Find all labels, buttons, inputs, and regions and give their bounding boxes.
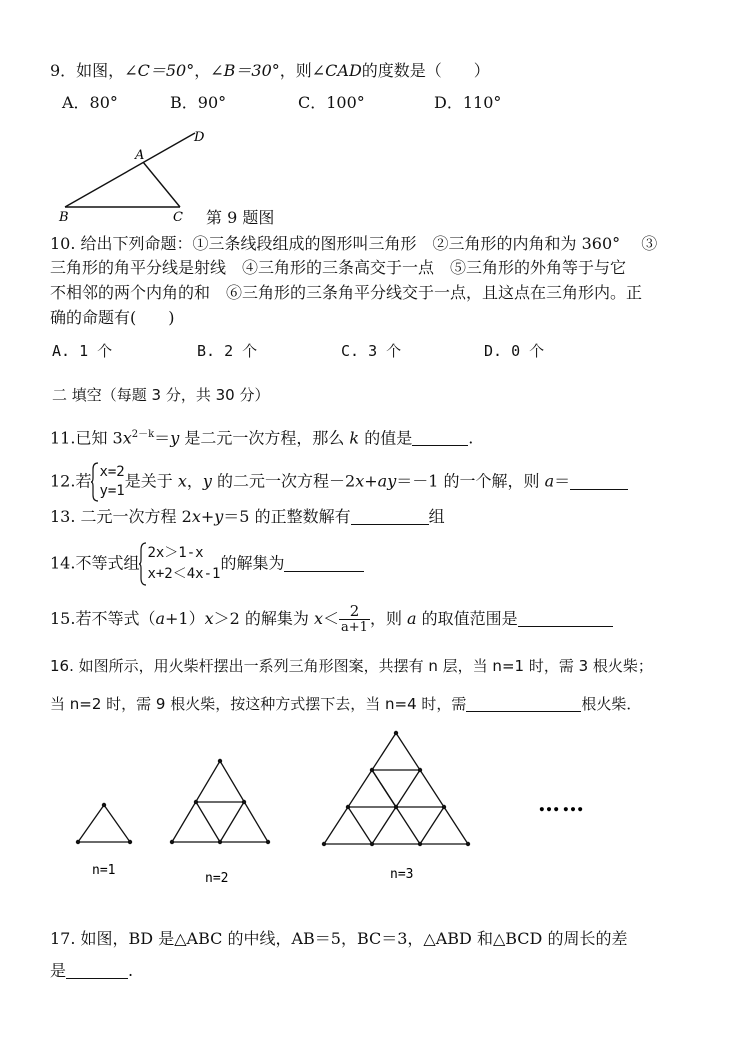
q13-mid: ＝5 的正整数解有 xyxy=(223,507,351,526)
q16-post: 根火柴． xyxy=(581,695,642,713)
q15-fraction xyxy=(339,604,370,635)
section-2-title: 二 填空（每题 3 分，共 30 分） xyxy=(52,386,270,404)
q15-lt: ＜ xyxy=(323,609,340,628)
q16-label-n1: n=1 xyxy=(92,863,116,878)
q9-text-b: ，则 xyxy=(279,61,312,80)
q16-continuation-dots: …… xyxy=(538,791,586,817)
q17-line-2 xyxy=(50,960,133,982)
q11-var-y: y xyxy=(170,428,180,448)
q16-label-n2: n=2 xyxy=(205,871,229,886)
q13-var-y: y xyxy=(214,507,224,526)
q17-end: . xyxy=(128,961,134,980)
q9-text-c: 的度数是（ ） xyxy=(361,61,490,80)
q15-var-x: x xyxy=(204,609,214,628)
q10-line-1: 10. 给出下列命题：①三条线段组成的图形叫三角形 ②三角形的内角和为 360° ③ xyxy=(50,234,658,253)
q11-var-x: x xyxy=(122,428,132,448)
q15-var-x2: x xyxy=(313,609,324,628)
q10-option-a: A. 1 个 xyxy=(52,342,113,360)
q12-system-row-2: y=1 xyxy=(99,483,125,499)
q9-label-b: B xyxy=(59,210,69,225)
q11-var-k: k xyxy=(349,428,360,448)
q9-side-ac xyxy=(143,162,180,207)
q9-label-c: C xyxy=(173,210,183,225)
triangle-n2 xyxy=(172,761,268,842)
q9-ray-bd xyxy=(65,133,195,207)
q9-option-a: A．80° xyxy=(62,93,118,112)
q13-pre: 13. 二元一次方程 2 xyxy=(50,507,192,526)
q15-var-a2: a xyxy=(407,609,417,628)
q12-comma: ， xyxy=(186,471,203,491)
q9-text-a: 9．如图， xyxy=(50,61,125,80)
q12-mid3: ＝－1 的一个解，则 xyxy=(396,471,545,491)
q16-label-n3: n=3 xyxy=(390,867,414,882)
q13-answer-blank[interactable] xyxy=(351,508,429,525)
q14-system-row-2: x+2＜4x-1 xyxy=(147,566,221,582)
q14 xyxy=(50,542,364,586)
q9-angle-b: ∠B＝30° xyxy=(210,61,280,80)
q9-angle-cad: ∠CAD xyxy=(311,61,362,80)
q12-system xyxy=(99,463,124,501)
q11-mid: 是二元一次方程，那么 xyxy=(179,428,350,448)
q14-brace xyxy=(139,542,147,586)
q12 xyxy=(50,462,628,502)
q12-pre: 12.若 xyxy=(50,471,92,491)
q9-option-b: B．90° xyxy=(170,93,227,112)
q11-end: . xyxy=(468,428,474,448)
triangle-n3 xyxy=(324,733,468,844)
q14-pre: 14.不等式组 xyxy=(50,553,140,573)
q12-var-ay: ay xyxy=(377,471,397,491)
q16-answer-blank[interactable] xyxy=(466,695,581,712)
q11-exponent: 2－k xyxy=(131,429,155,440)
q13-plus: + xyxy=(200,507,215,526)
q16-line-2-text: 当 n=2 时，需 9 根火柴，按这种方式摆下去，当 n=4 时，需 xyxy=(50,695,467,713)
q10-line-4: 确的命题有( ) xyxy=(50,308,175,327)
q15-denominator: a+1 xyxy=(341,620,368,635)
q11-eq: ＝ xyxy=(154,428,171,448)
q12-eq: ＝ xyxy=(554,471,571,491)
q13 xyxy=(50,506,445,528)
q14-system-row-1: 2x＞1-x xyxy=(147,545,204,561)
q9-label-d: D xyxy=(194,130,205,145)
q15-mid3: ，则 xyxy=(369,609,408,628)
q11-answer-blank[interactable] xyxy=(412,429,468,446)
q15-mid: +1） xyxy=(165,609,205,628)
q9-sep: ， xyxy=(194,61,211,80)
triangle-n3-joints xyxy=(322,731,470,846)
q9-label-a: A xyxy=(135,148,145,163)
q10-option-b: B. 2 个 xyxy=(197,342,258,360)
q12-mid2: 的二元一次方程－2 xyxy=(211,471,356,491)
q9-option-d: D．110° xyxy=(434,93,502,112)
q11-pre: 11.已知 3 xyxy=(50,428,123,448)
q12-mid: 是关于 xyxy=(124,471,178,491)
q12-brace xyxy=(91,462,99,502)
q12-var-x2: x xyxy=(355,471,365,491)
q11-post: 的值是 xyxy=(359,428,413,448)
q17-line-1: 17. 如图，BD 是△ABC 的中线，AB＝5，BC＝3，△ABD 和△BCD 的周长的差 xyxy=(50,929,628,948)
q9-option-c: C．100° xyxy=(298,93,365,112)
q15-answer-blank[interactable] xyxy=(518,610,613,627)
q9-angle-c: ∠C＝50° xyxy=(124,61,195,80)
q15-numerator: 2 xyxy=(339,604,370,620)
q17-pre: 是 xyxy=(50,961,67,980)
q9-stem xyxy=(50,60,490,82)
q14-answer-blank[interactable] xyxy=(284,555,364,572)
q9-figure xyxy=(55,125,215,225)
q15-pre: 15.若不等式（ xyxy=(50,609,156,628)
triangle-n1 xyxy=(78,805,130,842)
q13-post: 组 xyxy=(428,507,445,526)
q16-line-2 xyxy=(50,693,641,715)
q16-line-1: 16. 如图所示，用火柴杆摆出一系列三角形图案，共摆有 n 层，当 n=1 时，需 3 根火柴； xyxy=(50,657,653,675)
triangle-n1-joints xyxy=(76,803,132,844)
q13-var-x: x xyxy=(191,507,201,526)
q16-figure xyxy=(60,725,620,890)
q11 xyxy=(50,424,473,449)
q9-caption: 第 9 题图 xyxy=(206,208,275,227)
q12-var-a: a xyxy=(544,471,555,491)
q10-option-c: C. 3 个 xyxy=(341,342,402,360)
q10-line-2: 三角形的角平分线是射线 ④三角形的三条高交于一点 ⑤三角形的外角等于与它 xyxy=(50,258,627,277)
q14-post: 的解集为 xyxy=(220,553,285,573)
q12-var-x: x xyxy=(177,471,187,491)
q15-var-a: a xyxy=(155,609,165,628)
q15-post: 的取值范围是 xyxy=(416,609,518,628)
q12-system-row-1: x=2 xyxy=(99,464,125,480)
q12-var-y: y xyxy=(202,471,212,491)
q14-system xyxy=(147,543,220,585)
q15 xyxy=(50,604,613,635)
q15-mid2: ＞2 的解集为 xyxy=(213,609,314,628)
q12-answer-blank[interactable] xyxy=(570,473,628,490)
q10-line-3: 不相邻的两个内角的和 ⑥三角形的三条角平分线交于一点，且这点在三角形内。正 xyxy=(50,283,643,302)
q10-option-d: D. 0 个 xyxy=(484,342,545,360)
q17-answer-blank[interactable] xyxy=(66,962,128,979)
q12-plus: + xyxy=(364,471,378,491)
